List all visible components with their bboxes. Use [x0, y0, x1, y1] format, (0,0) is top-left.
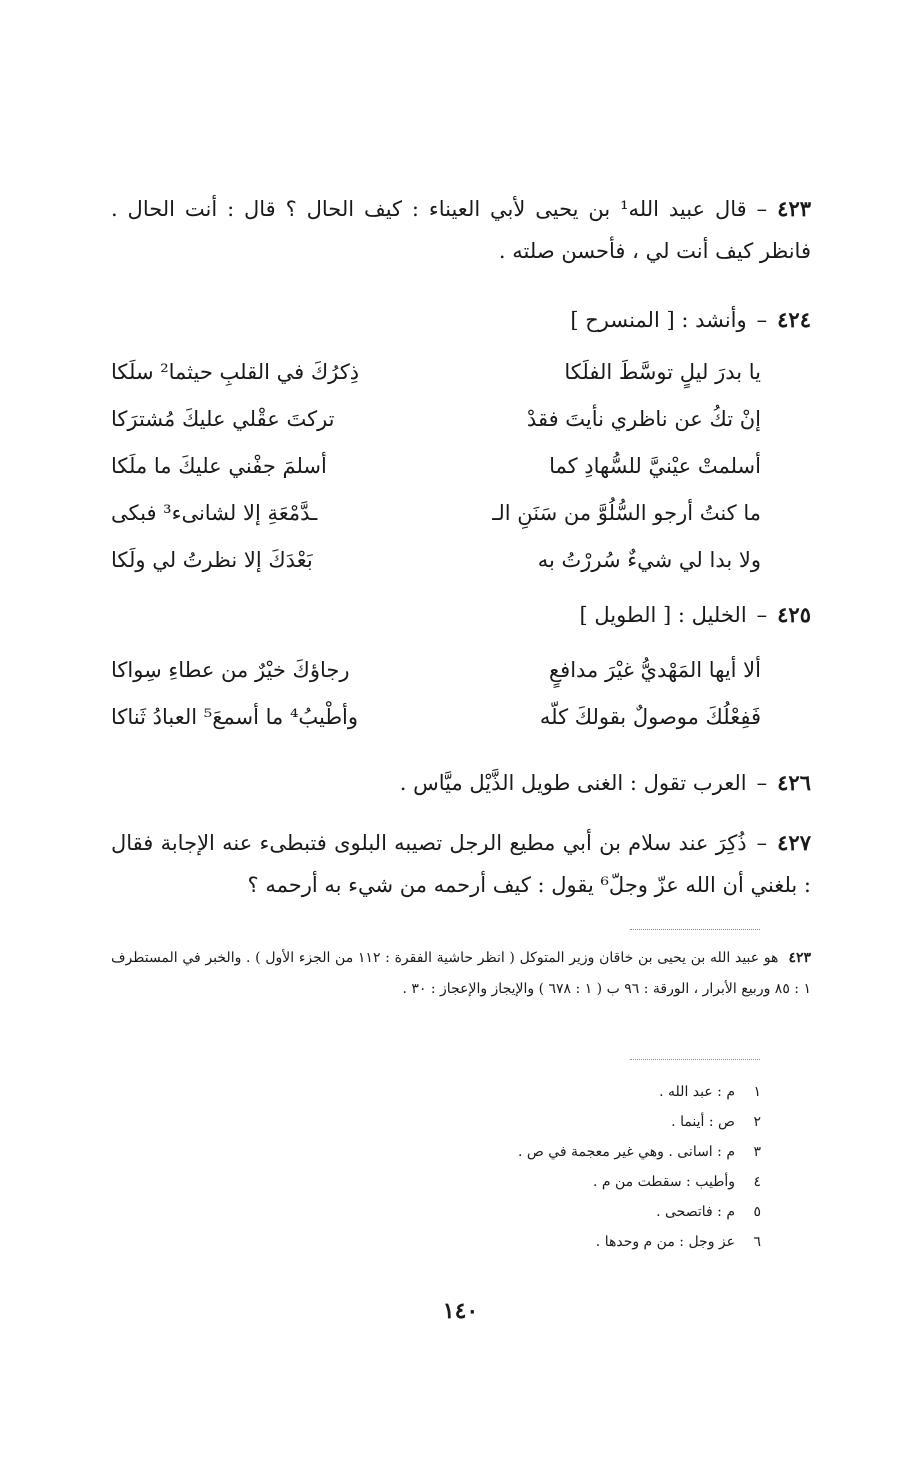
verse-line: [111, 352, 761, 399]
note-number: ٤: [753, 1174, 761, 1190]
dash: –: [756, 771, 768, 795]
note-item: [261, 1137, 761, 1167]
note-number: ٢: [753, 1114, 761, 1130]
note-number: ٥: [753, 1204, 761, 1220]
poem-425: [111, 650, 761, 744]
first-hemistich: ما كنتُ أرجو السُّلُوَّ من سَنَنِ الـ: [492, 501, 761, 525]
footnote-number: ٤٢٣: [788, 950, 811, 966]
paragraph-427: [111, 822, 811, 906]
first-hemistich: فَفِعْلُكَ موصولٌ بقولكَ كلّه: [539, 705, 761, 729]
note-text: ص : أينما .: [671, 1114, 735, 1130]
note-item: [261, 1077, 761, 1107]
second-hemistich: ذِكرُكَ في القلبِ حيثما² سلَكا: [111, 360, 360, 384]
first-hemistich: ألا أيها المَهْديُّ غيْرَ مدافعٍ: [548, 658, 761, 682]
textual-notes: [261, 1077, 761, 1257]
note-item: [261, 1197, 761, 1227]
note-item: [261, 1107, 761, 1137]
dash: –: [756, 831, 768, 855]
first-hemistich: أسلمتْ عيْنيَّ للسُّهادِ كما: [549, 454, 761, 478]
paragraph-423: [111, 188, 811, 272]
second-hemistich: وأطْيبُ⁴ ما أسمعَ⁵ العبادُ ثَناكا: [111, 705, 359, 729]
note-item: [261, 1167, 761, 1197]
note-number: ١: [753, 1084, 761, 1100]
second-hemistich: رجاؤكَ خيْرٌ من عطاءِ سِواكا: [111, 658, 350, 682]
first-hemistich: يا بدرَ ليلٍ توسَّطَ الفلَكا: [564, 360, 761, 384]
note-text: م : عبد الله .: [659, 1084, 735, 1100]
notes-separator: [630, 1059, 760, 1060]
paragraph-426: [400, 768, 811, 798]
second-hemistich: بَعْدَكَ إلا نظرتُ لي ولَكا: [111, 548, 313, 572]
paragraph-text: وأنشد : [ المنسرح ]: [570, 308, 747, 332]
page-number: ١٤٠: [442, 1298, 479, 1324]
footnote-separator: [630, 929, 760, 930]
verse-line: [111, 446, 761, 493]
paragraph-text: قال عبيد الله¹ بن يحيى لأبي العيناء : كيف الحال ؟ قال : أنت الحال . فانظر كيف أنت لي ، فأحسن صلته .: [111, 197, 811, 263]
dash: –: [756, 308, 768, 332]
verse-line: [111, 399, 761, 446]
paragraph-text: ذُكِرَ عند سلام بن أبي مطيع الرجل تصيبه البلوى فتبطىء عنه الإجابة فقال : بلغني أن الله عزّ وجلّ⁶ يقول : كيف أرحمه من شيء به أرحمه ؟: [111, 831, 811, 897]
paragraph-text: الخليل : [ الطويل ]: [579, 603, 747, 627]
poem-424: [111, 352, 761, 587]
footnote-423: [111, 943, 811, 1005]
second-hemistich: أسلمَ جفْني عليكَ ما ملَكا: [111, 454, 327, 478]
second-hemistich: تركتَ عقْلي عليكَ مُشترَكا: [111, 407, 335, 431]
verse-line: [111, 493, 761, 540]
dash: –: [756, 197, 768, 221]
dash: –: [756, 603, 768, 627]
note-item: [261, 1227, 761, 1257]
verse-line: [111, 540, 761, 587]
note-number: ٣: [753, 1144, 761, 1160]
paragraph-number: ٤٢٤: [777, 307, 811, 332]
paragraph-number: ٤٢٣: [777, 196, 812, 221]
paragraph-425-heading: [579, 600, 811, 630]
note-text: وأطيب : سقطت من م .: [592, 1174, 735, 1190]
second-hemistich: ـدَّمْعَةِ إلا لشانىء³ فبكى: [111, 501, 318, 525]
verse-line: [111, 697, 761, 744]
note-text: م : اسانى . وهي غير معجمة في ص .: [517, 1144, 735, 1160]
first-hemistich: إنْ تكُ عن ناظري نأيتَ فقدْ: [526, 407, 761, 431]
note-text: عز وجل : من م وحدها .: [595, 1234, 735, 1250]
first-hemistich: ولا بدا لي شيءٌ سُررْتُ به: [537, 548, 761, 572]
paragraph-number: ٤٢٦: [777, 770, 811, 795]
footnote-text: هو عبيد الله بن يحيى بن خاقان وزير المتوكل ( انظر حاشية الفقرة : ١١٢ من الجزء الأول ) . والخبر في المستطرف ١ : ٨٥ وربيع الأبرار ، الورقة : ٩٦ ب ( ١ : ٦٧٨ ) والإيجاز والإعجاز : ٣٠ .: [111, 950, 811, 997]
paragraph-number: ٤٢٥: [777, 602, 811, 627]
paragraph-424-heading: [570, 305, 811, 335]
verse-line: [111, 650, 761, 697]
paragraph-number: ٤٢٧: [777, 830, 811, 855]
note-number: ٦: [753, 1234, 761, 1250]
note-text: م : فاتصحى .: [656, 1204, 735, 1220]
paragraph-text: العرب تقول : الغنى طويل الذَّيْل ميَّاس .: [399, 771, 747, 795]
